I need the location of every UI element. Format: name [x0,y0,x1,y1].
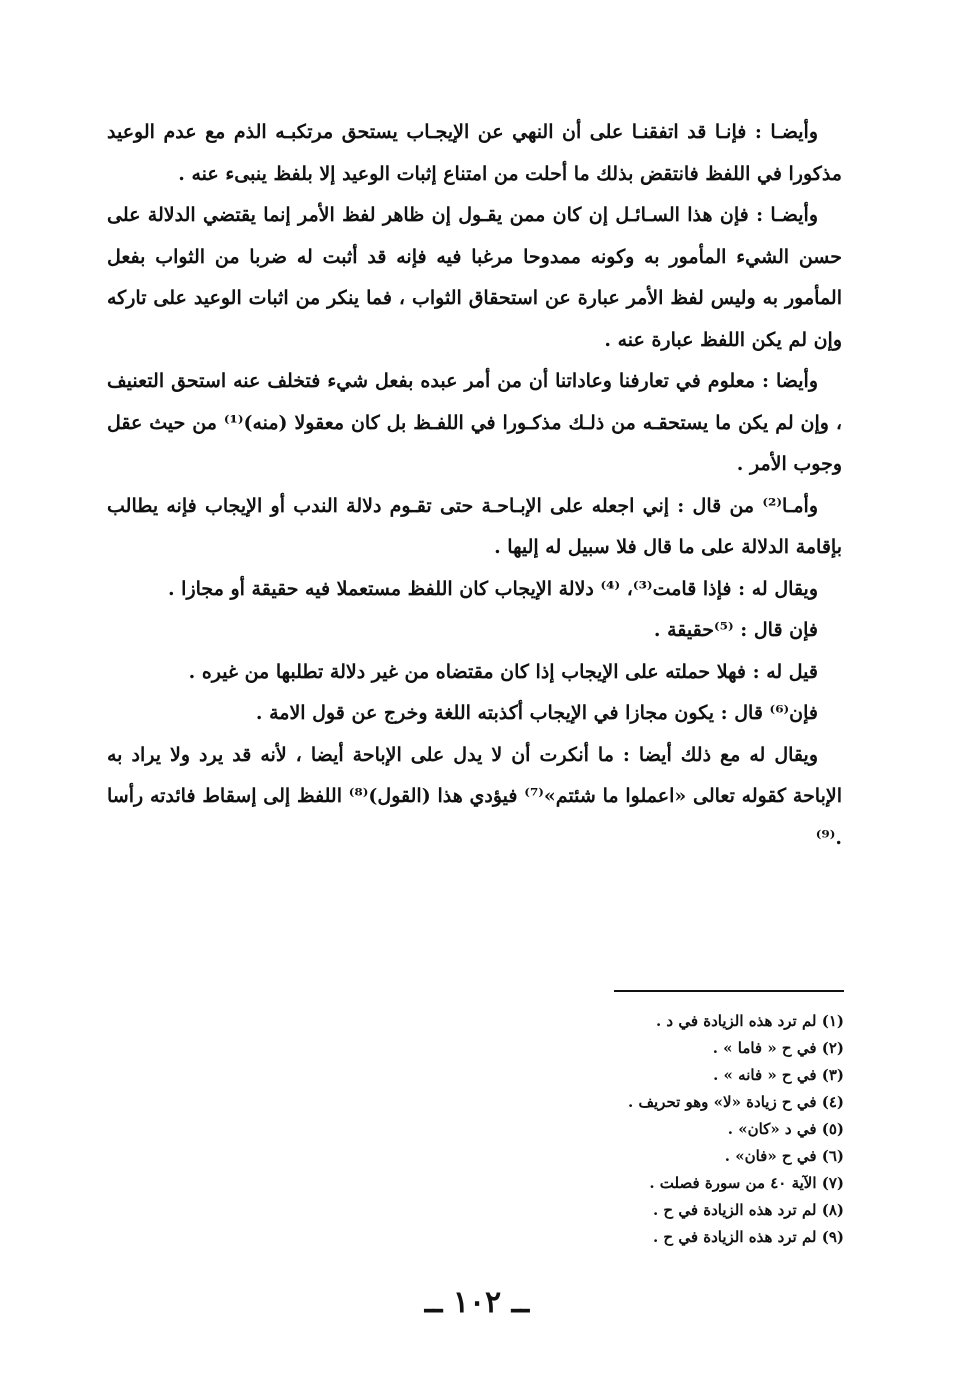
main-text [107,112,842,859]
footnote-5: (٥) في د «كان» . [727,1120,844,1138]
paragraph-3: وأيضا : معلوم في تعارفنا وعاداتنا أن من أمر عبده بفعل شيء فتخلف عنه استحق التعنيف ، وإن لم يكن ما يستحقـه من ذلـك مذكـورا في اللفـظ بل كان معقولا (منه)⁽¹⁾ من حيث عقل وجوب الأمر . [107,370,842,475]
footnote-7: (٧) الآية ٤٠ من سورة فصلت . [649,1174,844,1192]
footnote-9: (٩) لم ترد هذه الزيادة في ح . [652,1228,844,1246]
paragraph-7: قيل له : فهلا حملته على الإيجاب إذا كان مقتضاه من غير دلالة تطلبها من غيره . [188,660,818,683]
paragraph-6: فإن قال : ⁽⁵⁾حقيقة . [653,619,818,641]
footnote-2: (٢) في ح « فاما » . [712,1039,844,1057]
footnote-1: (١) لم ترد هذه الزيادة في د . [655,1012,844,1030]
footnotes-list [344,1008,844,1251]
footnote-6: (٦) في ح «فان» . [724,1147,844,1165]
paragraph-4: وأمـا⁽²⁾ من قال : إني اجعله على الإبـاحـة حتى تقـوم دلالة الندب أو الإيجاب فإنه يطالب بإقامة الدلالة على ما قال فلا سبيل له إليها . [107,494,842,558]
paragraph-2: وأيضـا : فإن هذا السـائـل إن كان ممن يقـول إن ظاهر لفظ الأمر إنما يقتضي الدلالة على حسن الشيء المأمور به وكونه ممدوحا مرغبا فيه فإنه قد أثبت له ضربا من الثواب بفعل المأمور به وليس لفظ الأمر عبارة عن استحقاق الثواب ، فما ينكر من اثبات الوعيد على تاركه وإن لم يكن اللفظ عبارة عنه . [107,204,842,351]
footnote-4: (٤) في ح زيادة «لا» وهو تحريف . [628,1093,844,1111]
paragraph-8: فإن⁽⁶⁾ قال : يكون مجازا في الإيجاب أكذبته اللغة وخرج عن قول الامة . [255,702,818,724]
paragraph-1: وأيضـا : فإنـا قد اتفقنـا على أن النهي عن الإيجـاب يستحق مرتكبـه الذم مع عدم الوعيد مذكورا في اللفظ فانتقض بذلك ما أحلت من امتناع إثبات الوعيد إلا بلفظ ينبىء عنه . [107,121,842,185]
page-number: ــ ١٠٢ ــ [424,1285,530,1320]
paragraph-5: ويقال له : فإذا قامت⁽³⁾، ⁽⁴⁾ دلالة الإيجاب كان اللفظ مستعملا فيه حقيقة أو مجازا . [167,577,818,600]
footnote-8: (٨) لم ترد هذه الزيادة في ح . [652,1201,844,1219]
footnote-divider [614,990,844,992]
footnote-3: (٣) في ح « فانه » . [713,1066,844,1084]
paragraph-9: ويقال له مع ذلك أيضا : ما أنكرت أن لا يدل على الإباحة أيضا ، لأنه قد يرد ولا يراد به الإباحة كقوله تعالى «اعملوا ما شئتم»⁽⁷⁾ فيؤدي هذا (القول)⁽⁸⁾ اللفظ إلى إسقاط فائدته رأسا .⁽⁹⁾ [107,743,843,849]
